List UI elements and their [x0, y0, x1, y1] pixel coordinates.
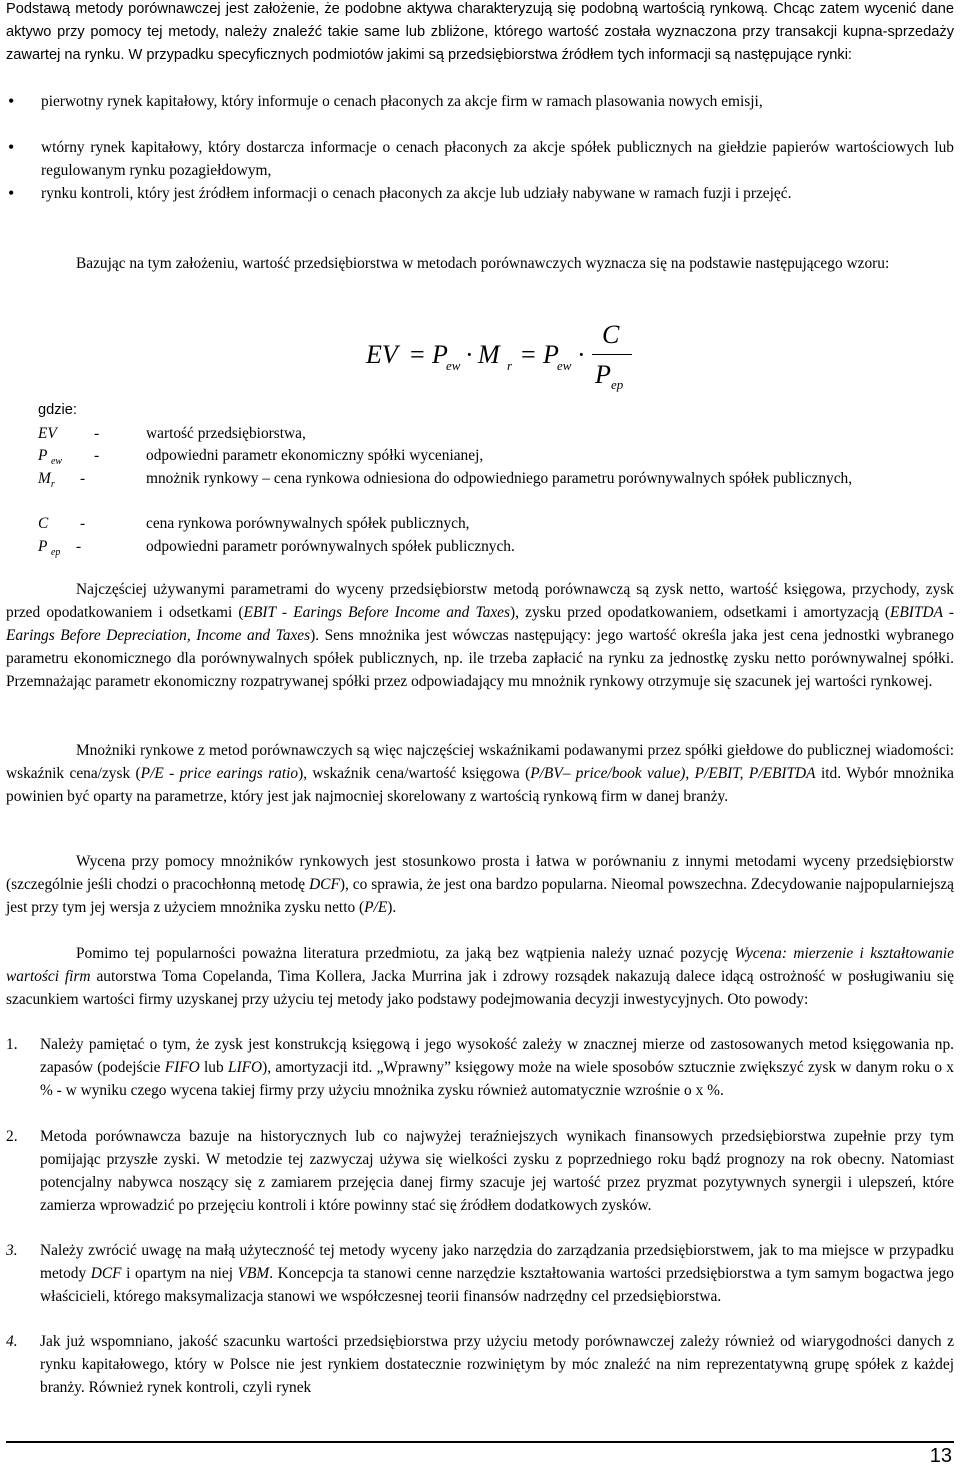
formula-sub-ew: ew: [557, 358, 572, 373]
reason-text: Należy zwrócić uwagę na małą użyteczność tej metody wyceny jako narzędzia do zarządzania przedsiębiorstwem, jak to ma miejsce w przypadku metody DCF i opartym na niej VBM. Koncepcja ta stanowi cenne narzędzie kształtowania wartości przedsiębiorstwa a tym samym bogactwa jego właścicieli, którego maksymalizacja stanowi we współczesnej teorii finansów nadrzędny cel przedsiębiorstwa.: [40, 1242, 954, 1305]
multipliers-paragraph: Mnożniki rynkowe z metod porównawczych są więc najczęściej wskaźnikami podawanymi przez spółki giełdowe do publicznej wiadomości: wskaźnik cena/zysk (P/E - price earings ratio), wskaźnik cena/wartość księgowa (P/BV– price/book value), P/EBIT, P/EBITDA itd. Wybór mnożnika powinien być oparty na parametrze, który jest jak najmocniej skorelowany z wartością rynkową firm w danej branży.: [6, 742, 955, 805]
formula-equals: =: [410, 340, 425, 369]
reason-text: Należy pamiętać o tym, że zysk jest konstrukcją księgową i jego wysokość zależy w znacznej mierze od zastosowanych metod księgowania np. zapasów (podejście FIFO lub LIFO), amortyzacji itd. „Wprawny” księgowy może na wiele sposobów sztucznie zwiększyć zysk w danym roku o x % - w wyniku czego wycena takiej firmy przy użyciu mnożnika zysku również automatycznie wzrośnie o x %.: [40, 1036, 954, 1099]
reason-item: [6, 1330, 954, 1399]
intro-paragraph: [6, 0, 954, 67]
ev-formula: [366, 320, 666, 400]
definition-text: odpowiedni parametr ekonomiczny spółki wycenianej,: [146, 447, 484, 464]
parameters-paragraph: Najczęściej używanymi parametrami do wyceny przedsiębiorstw metodą porównawczą są zysk netto, wartość księgowa, przychody, zysk przed opodatkowaniem i odsetkami (EBIT - Earings Before Income and Taxes), zysku przed opodatkowaniem, odsetkami i amortyzacją (EBITDA - Earings Before Depreciation, Income and Taxes). Sens mnożnika jest wówczas następujący: jego wartość określa jaka jest cena jednostki wybranego parametru ekonomicznego dla porównywalnych spółek publicznych, np. ile trzeba zapłacić na rynku za jednostkę zysku netto porównywalnej spółki. Przemnażając parametr ekonomiczny rozpatrywanej spółki przez odpowiadający mu mnożnik rynkowy otrzymuje się szacunek jej wartości rynkowej.: [6, 581, 955, 690]
reason-number: 2.: [6, 1128, 18, 1145]
formula-sub-r: r: [507, 358, 513, 373]
bullet-text: rynku kontroli, który jest źródłem informacji o cenach płaconych za akcje lub udziały nabywane w ramach fuzji i przejęć.: [41, 185, 792, 202]
page-number: 13: [929, 1445, 952, 1467]
formula-c: C: [602, 320, 620, 349]
intro-text-2: W przypadku specyficznych podmiotów jakimi są przedsiębiorstwa źródłem tych informacji są następujące rynki:: [128, 47, 852, 63]
reason-item: [6, 1125, 954, 1217]
definition-text: mnożnik rynkowy – cena rynkowa odniesiona do odpowiedniego parametru porównywalnych spółek publicznych,: [146, 470, 853, 487]
formula-p: P: [432, 340, 448, 369]
reason-item: [6, 1033, 954, 1102]
formula-dot: ·: [577, 340, 586, 369]
bullet-icon: •: [8, 183, 15, 203]
formula-p: P: [595, 360, 611, 389]
bullet-text: pierwotny rynek kapitałowy, który informuje o cenach płaconych za akcje firm w ramach plasowania nowych emisji,: [41, 93, 763, 110]
bullet-item: [6, 182, 954, 205]
formula-p: P: [543, 340, 559, 369]
formula-intro-paragraph: Bazując na tym założeniu, wartość przedsiębiorstwa w metodach porównawczych wyznacza się na podstawie następującego wzoru:: [76, 255, 890, 272]
definition-dash: -: [94, 447, 100, 464]
reason-text: Metoda porównawcza bazuje na historycznych lub co najwyżej teraźniejszych wynikach finansowych przedsiębiorstwa zupełnie przy tym pomijając przyszłe zyski. W metodzie tej zazwyczaj używa się wielkości zysku z poprzedniego roku bądź prognozy na rok obecny. Natomiast potencjalny nabywca noszący się z zamiarem przejęcia danej firmy szacuje jej wartość przez pryzmat pozytywnych synergii i ulepszeń, które zamierza wprowadzić po przejęciu kontroli i które powinny stać się źródłem dodatkowych zysków.: [40, 1128, 954, 1214]
reason-number: 4.: [6, 1333, 18, 1350]
definition-text: odpowiedni parametr porównywalnych spółek publicznych.: [146, 538, 515, 555]
formula-dot: ·: [465, 340, 474, 369]
definition-symbol: C: [38, 515, 49, 532]
bullet-icon: •: [8, 91, 15, 111]
definition-symbol: P $_{ew}$: [38, 447, 63, 468]
bullet-item: [6, 136, 954, 182]
definition-symbol: $M_r$: [38, 470, 55, 491]
fraction-bar: [592, 354, 632, 355]
definition-symbol: P $_{ep}$: [38, 538, 61, 559]
formula-ev: EV: [366, 340, 398, 369]
reason-item: [6, 1239, 954, 1308]
intro-text-1: Podstawą metody porównawczej jest założenie, że podobne aktywa charakteryzują się podobną wartością rynkową. Chcąc zatem wycenić dane aktywo przy pomocy tej metody, należy znaleźć takie same lub zbliżone, którego wartość została wyznaczona przy transakcji kupna-sprzedaży zawartej na rynku.: [6, 1, 954, 63]
bullet-item: [6, 90, 954, 113]
definition-dash: -: [80, 470, 86, 487]
reason-number: 3.: [6, 1242, 18, 1259]
footer-divider: [6, 1441, 954, 1443]
formula-m: M: [478, 340, 500, 369]
definition-dash: -: [80, 515, 86, 532]
bullet-text: wtórny rynek kapitałowy, który dostarcza informacje o cenach płaconych za akcje spółek publicznych na giełdzie papierów wartościowych lub regulowanym rynku pozagiełdowym,: [41, 139, 954, 179]
reason-number: 1.: [6, 1036, 18, 1053]
definition-text: wartość przedsiębiorstwa,: [146, 425, 306, 442]
formula-sub-ew: ew: [446, 358, 461, 373]
definition-symbol: EV: [38, 425, 57, 442]
reason-text: Jak już wspomniano, jakość szacunku wartości przedsiębiorstwa przy użyciu metody porównawczej zależy również od wiarygodności danych z rynku kapitałowego, który w Polsce nie jest rynkiem dostatecznie rozwiniętym by móc znaleźć na nim reprezentatywną grupę spółek z każdej branży. Również rynek kontroli, czyli rynek: [40, 1333, 954, 1396]
literature-paragraph: Pomimo tej popularności poważna literatura przedmiotu, za jaką bez wątpienia należy uznać pozycję Wycena: mierzenie i kształtowanie wartości firm autorstwa Toma Copelanda, Tima Kollera, Jacka Murrina jak i zdrowy rozsądek nakazują dalece idącą ostrożność w posługiwaniu się szacunkiem wartości firmy uzyskanej przy użyciu tej metody jako podstawy podejmowania decyzji inwestycyjnych. Oto powody:: [6, 945, 954, 1008]
formula-sub-ep: ep: [611, 377, 624, 392]
popularity-paragraph: Wycena przy pomocy mnożników rynkowych jest stosunkowo prosta i łatwa w porównaniu z innymi metodami wyceny przedsiębiorstw (szczególnie jeśli chodzi o pracochłonną metodę DCF), co sprawia, że jest ona bardzo popularna. Nieomal powszechna. Zdecydowanie najpopularniejszą jest przy tym jej wersja z użyciem mnożnika zysku netto (P/E).: [6, 853, 955, 916]
gdzie-label: gdzie:: [38, 402, 77, 418]
definition-text: cena rynkowa porównywalnych spółek publicznych,: [146, 515, 470, 532]
formula-equals: =: [521, 340, 536, 369]
bullet-icon: •: [8, 137, 15, 157]
definition-dash: -: [76, 538, 82, 555]
definition-dash: -: [94, 425, 100, 442]
